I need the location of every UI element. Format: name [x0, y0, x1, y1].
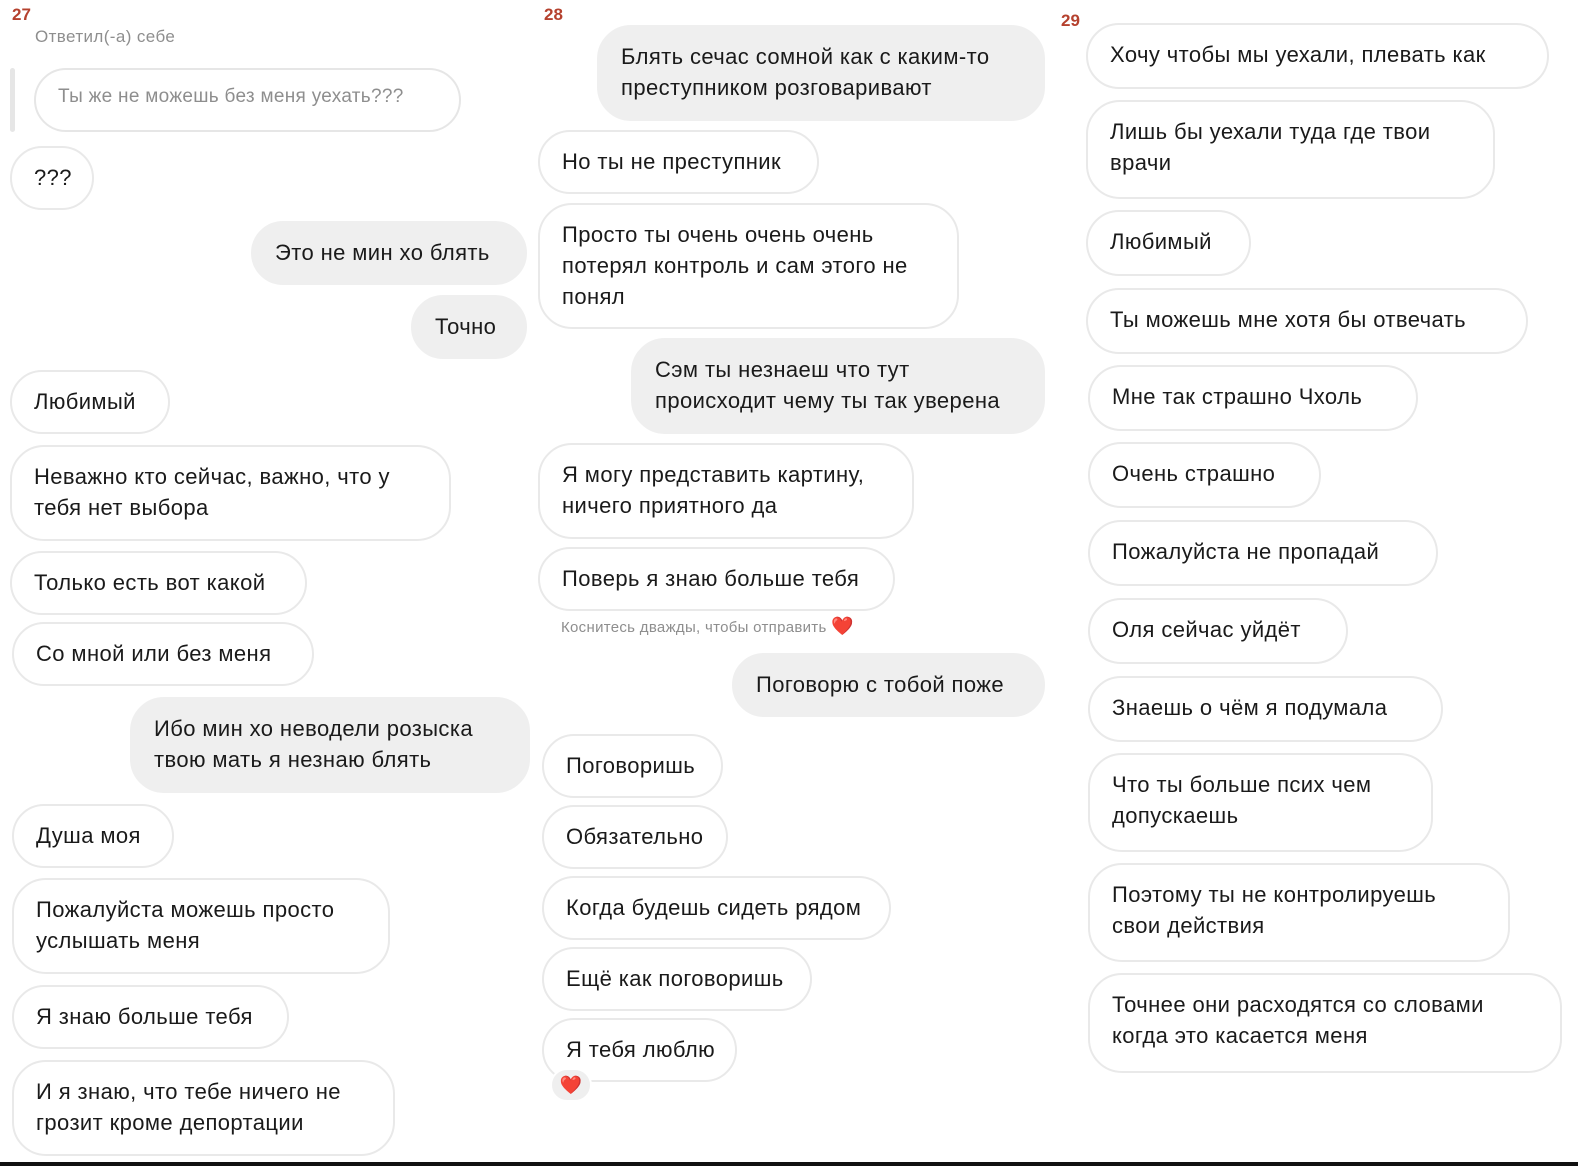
message-bubble[interactable]: Ты можешь мне хотя бы отвечать	[1086, 288, 1528, 354]
message-bubble[interactable]: Ибо мин хо неводели розыска твою мать я незнаю блять	[130, 697, 530, 793]
heart-icon[interactable]: ❤️	[831, 616, 854, 636]
message-bubble[interactable]: Точнее они расходятся со словами когда это касается меня	[1088, 973, 1562, 1073]
message-bubble[interactable]: Поговоришь	[542, 734, 723, 798]
message-bubble[interactable]: Хочу чтобы мы уехали, плевать как	[1086, 23, 1549, 89]
double-tap-hint	[561, 616, 854, 637]
message-bubble[interactable]: Мне так страшно Чхоль	[1088, 365, 1418, 431]
message-bubble[interactable]: Точно	[411, 295, 527, 359]
message-bubble[interactable]: Только есть вот какой	[10, 551, 307, 615]
message-bubble[interactable]: Со мной или без меня	[12, 622, 314, 686]
message-bubble[interactable]: Обязательно	[542, 805, 728, 869]
message-bubble[interactable]: ???	[10, 146, 94, 210]
bottom-divider	[0, 1162, 1578, 1166]
message-bubble[interactable]: Поговорю с тобой поже	[732, 653, 1045, 717]
message-bubble[interactable]: Просто ты очень очень очень потерял контроль и сам этого не понял	[538, 203, 959, 329]
message-bubble[interactable]: Любимый	[1086, 210, 1251, 276]
message-bubble[interactable]: Когда будешь сидеть рядом	[542, 876, 891, 940]
panel-number: 27	[12, 5, 31, 24]
message-bubble[interactable]: Неважно кто сейчас, важно, что у тебя нет выбора	[10, 445, 451, 541]
panel-number: 29	[1061, 11, 1080, 30]
message-bubble[interactable]: Любимый	[10, 370, 170, 434]
message-bubble[interactable]: Лишь бы уехали туда где твои врачи	[1086, 100, 1495, 199]
reply-indicator-bar	[10, 68, 15, 132]
message-bubble[interactable]: Душа моя	[12, 804, 174, 868]
message-bubble[interactable]: Блять сечас сомной как с каким-то преступником розговаривают	[597, 25, 1045, 121]
message-bubble[interactable]: Ещё как поговоришь	[542, 947, 812, 1011]
message-bubble[interactable]: Поверь я знаю больше тебя	[538, 547, 895, 611]
message-bubble[interactable]: Я могу представить картину, ничего приятного да	[538, 443, 914, 539]
message-bubble[interactable]: Знаешь о чём я подумала	[1088, 676, 1443, 742]
quoted-message[interactable]: Ты же не можешь без меня уехать???	[34, 68, 461, 132]
message-bubble[interactable]: И я знаю, что тебе ничего не грозит кроме депортации	[12, 1060, 395, 1156]
panel-number: 28	[544, 5, 563, 24]
message-bubble[interactable]: Я знаю больше тебя	[12, 985, 289, 1049]
message-bubble[interactable]: Я тебя люблю	[542, 1018, 737, 1082]
heart-reaction-icon[interactable]	[550, 1068, 592, 1102]
heart-icon: ❤️	[559, 1074, 583, 1095]
message-bubble[interactable]: Это не мин хо блять	[251, 221, 527, 285]
message-bubble[interactable]: Сэм ты незнаеш что тут происходит чему ты так уверена	[631, 338, 1045, 434]
message-bubble[interactable]: Пожалуйста не пропадай	[1088, 520, 1438, 586]
message-bubble[interactable]: Что ты больше псих чем допускаешь	[1088, 753, 1433, 852]
message-bubble[interactable]: Поэтому ты не контролируешь свои действия	[1088, 863, 1510, 962]
message-bubble[interactable]: Оля сейчас уйдёт	[1088, 598, 1348, 664]
double-tap-hint-text: Коснитесь дважды, чтобы отправить	[561, 619, 827, 636]
message-bubble[interactable]: Но ты не преступник	[538, 130, 819, 194]
message-bubble[interactable]: Пожалуйста можешь просто услышать меня	[12, 878, 390, 974]
reply-label: Ответил(-а) себе	[35, 27, 176, 46]
message-bubble[interactable]: Очень страшно	[1088, 442, 1321, 508]
